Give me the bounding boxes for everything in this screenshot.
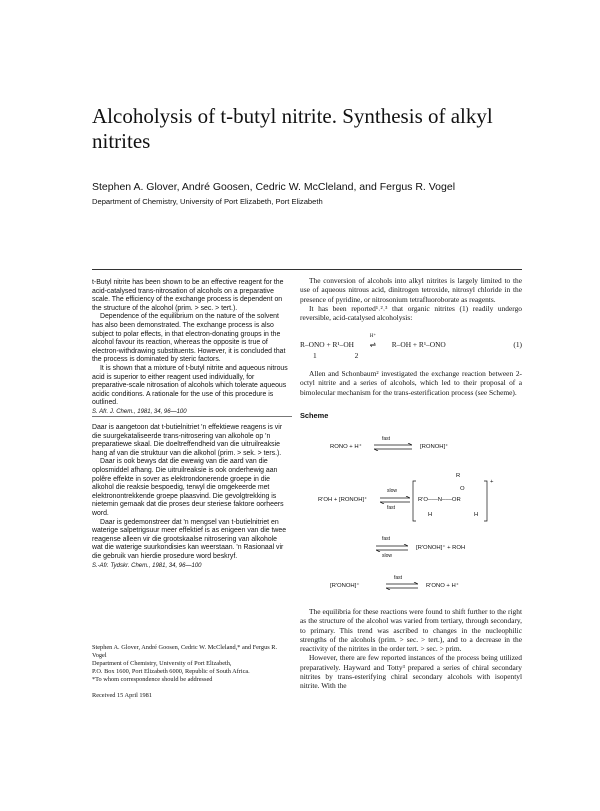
scheme-intermediate-h: H <box>474 512 479 518</box>
scheme-step1-lhs: RONO + H⁺ <box>330 444 362 450</box>
equation-lhs: R–ONO + R¹–OH <box>300 340 355 349</box>
scheme-charge: + <box>490 479 494 485</box>
body-text-equilibria <box>300 607 522 691</box>
equilibrium-arrow-icon <box>376 544 408 552</box>
abstract-en-paragraph: It is shown that a mixture of t-butyl nitrite and aqueous nitrous acid is superior to either reagent used individually, for preparative-scale nitrosation of alcohols which tolerate aqueous acidic conditions. A rationale for the use of this procedure is outlined. <box>92 364 288 407</box>
scheme-step4-rhs: R'ONO + H⁺ <box>426 583 459 589</box>
scheme-slow-label: slow <box>382 553 393 559</box>
scheme-bracket <box>412 480 488 522</box>
scheme-intermediate-r: R <box>456 473 461 479</box>
paper-title: Alcoholysis of t-butyl nitrite. Synthesis of alkyl nitrites <box>92 104 493 153</box>
equation-rhs: R–OH + R¹–ONO <box>391 340 446 349</box>
compound-label-2: 2 <box>354 351 359 360</box>
citation-af: S.-Afr. Tydskr. Chem., 1981, 34, 96—100 <box>92 562 202 569</box>
scheme-fast-label: fast <box>387 505 396 511</box>
body-text-allen <box>300 369 522 397</box>
scheme-slow-label: slow <box>387 488 398 494</box>
correspondence-dept: Department of Chemistry, University of Port Elizabeth, <box>92 660 232 667</box>
equilibrium-arrow-icon: ⇌ <box>369 340 376 349</box>
received-date: Received 15 April 1981 <box>92 692 152 699</box>
abstract-af-paragraph: Daar is ook bewys dat die ewewig van die aard van die oplosmiddel afhang. Die uitruilreaksie is ook onderhewig aan polêre effekte in sover as elektrondonerende groepe in die alkohol die reaksie bespoedig, terwyl die omgekeerde met elektronontrekkende groepe plaasvind. Die gevolgtrekking is nietemin gemaak dat die proses deur steriese faktore oorheers word. <box>92 458 284 517</box>
body-paragraph: However, there are few reported instances of the process being utilized preparatively. Hayward and Totty³ prepared a series of chiral secondary nitrites by trans-esterifying chiral secondary alcohols with isopentyl nitrite. With the <box>300 653 522 691</box>
abstract-afrikaans <box>92 424 288 570</box>
abstract-english <box>92 279 288 417</box>
scheme-heading: Scheme <box>300 411 329 420</box>
equation-1 <box>300 334 522 349</box>
abstract-af-paragraph: Daar is gedemonstreer dat 'n mengsel van t-butielnitriet en waterige salpetrigsuur meer effektief is as enigeen van die twee reagense alleen vir die grootskaalse nitrosering van alkohole wat die waterige suurkondisies kan weerstaan. 'n Rasionaal vir die gebruik van hierdie prosedure word beskryf. <box>92 518 287 560</box>
correspondence-authors: Stephen A. Glover, André Goosen, Cedric W. McCleland,* and Fergus R. Vogel <box>92 644 278 659</box>
equation-number: (1) <box>513 340 522 349</box>
correspondence-note: *To whom correspondence should be addressed <box>92 676 213 683</box>
header-rule <box>92 269 522 270</box>
scheme-fast-label: fast <box>382 536 391 542</box>
compound-label-1: 1 <box>313 351 317 360</box>
abstract-en-paragraph: t-Butyl nitrite has been shown to be an effective reagent for the acid-catalysed trans-nitrosation of alcohols on a preparative scale. The efficiency of the exchange process is dependent on the structure of the alcohol (prim. > sec. > tert.). <box>92 279 284 312</box>
scheme-step3-rhs: [R'ONOH]⁺ + ROH <box>416 545 466 551</box>
body-paragraph: The equilibria for these reactions were found to shift further to the right as the structure of the alcohol was varied from tertiary, through secondary, to primary. This trend was ascribed to changes in the nucleophilic strengths of the alcohols (prim. > sec. > tert.), and to a decrease in the reactivity of the nitrites in the order tert. > sec. > prim. <box>300 607 522 654</box>
body-paragraph: The conversion of alcohols into alkyl nitrites is largely limited to the use of aqueous nitrous acid, dinitrogen tetroxide, nitrosyl chloride in the presence of pyridine, or nitrosonium tetrafluoroborate as reagents. <box>300 276 522 304</box>
author-list: Stephen A. Glover, André Goosen, Cedric W. McCleland, and Fergus R. Vogel <box>92 181 456 193</box>
scheme-fast-label: fast <box>382 436 391 442</box>
scheme-step2-lhs: R'OH + [RONOH]⁺ <box>318 497 368 503</box>
correspondence-address: P.O. Box 1600, Port Elizabeth 6000, Republic of South Africa. <box>92 668 250 675</box>
body-paragraph: Allen and Schonbaum² investigated the exchange reaction between 2-octyl nitrite and a series of alcohols, which led to their proposal of a bimolecular mechanism for the trans-esterification process (see Scheme). <box>300 369 522 397</box>
scheme-step1-rhs: [RONOH]⁺ <box>420 444 449 450</box>
scheme-intermediate-chain: R'O–––N–––OR <box>418 497 461 503</box>
affiliation: Department of Chemistry, University of Port Elizabeth, Port Elizabeth <box>92 197 323 206</box>
scheme-intermediate-h: H <box>428 512 433 518</box>
body-paragraph: It has been reported¹˒²˒³ that organic nitrites (1) readily undergo reversible, acid-catalysed alcoholysis: <box>300 303 522 323</box>
correspondence-block <box>92 644 292 684</box>
scheme-step4-lhs: [R'ONOH]⁺ <box>330 583 360 589</box>
equation-labels <box>313 351 358 360</box>
equilibrium-arrow-icon <box>380 496 410 504</box>
abstract-af-paragraph: Daar is aangetoon dat t-butielnitriet 'n effektiewe reagens is vir die suurgekataliseerde trans-nitrosering van alkohole op 'n preparatiewe skaal. Die doeltreffendheid van die uitruilreaksie hang af van die struktuur van die alkohol (prim. > sek. > ters.). <box>92 424 283 457</box>
equilibrium-arrow-icon <box>386 582 418 590</box>
body-text-intro <box>300 276 522 322</box>
citation-en: S. Afr. J. Chem., 1981, 34, 96—100 <box>92 408 187 415</box>
abstract-en-paragraph: Dependence of the equilibrium on the nature of the solvent has also been demonstrated. The exchange process is also subject to polar effects, in that electron-donating groups in the alcohol favour its reaction, whereas the opposite is true of electron-withdrawing substituents. However, it is concluded that the process is dominated by steric factors. <box>92 313 286 364</box>
equilibrium-arrow-icon <box>374 443 412 451</box>
abstract-divider <box>92 416 292 417</box>
scheme-intermediate-o: O <box>460 486 465 492</box>
equation-catalyst: H⁺ <box>369 334 376 339</box>
scheme-fast-label: fast <box>394 575 403 581</box>
